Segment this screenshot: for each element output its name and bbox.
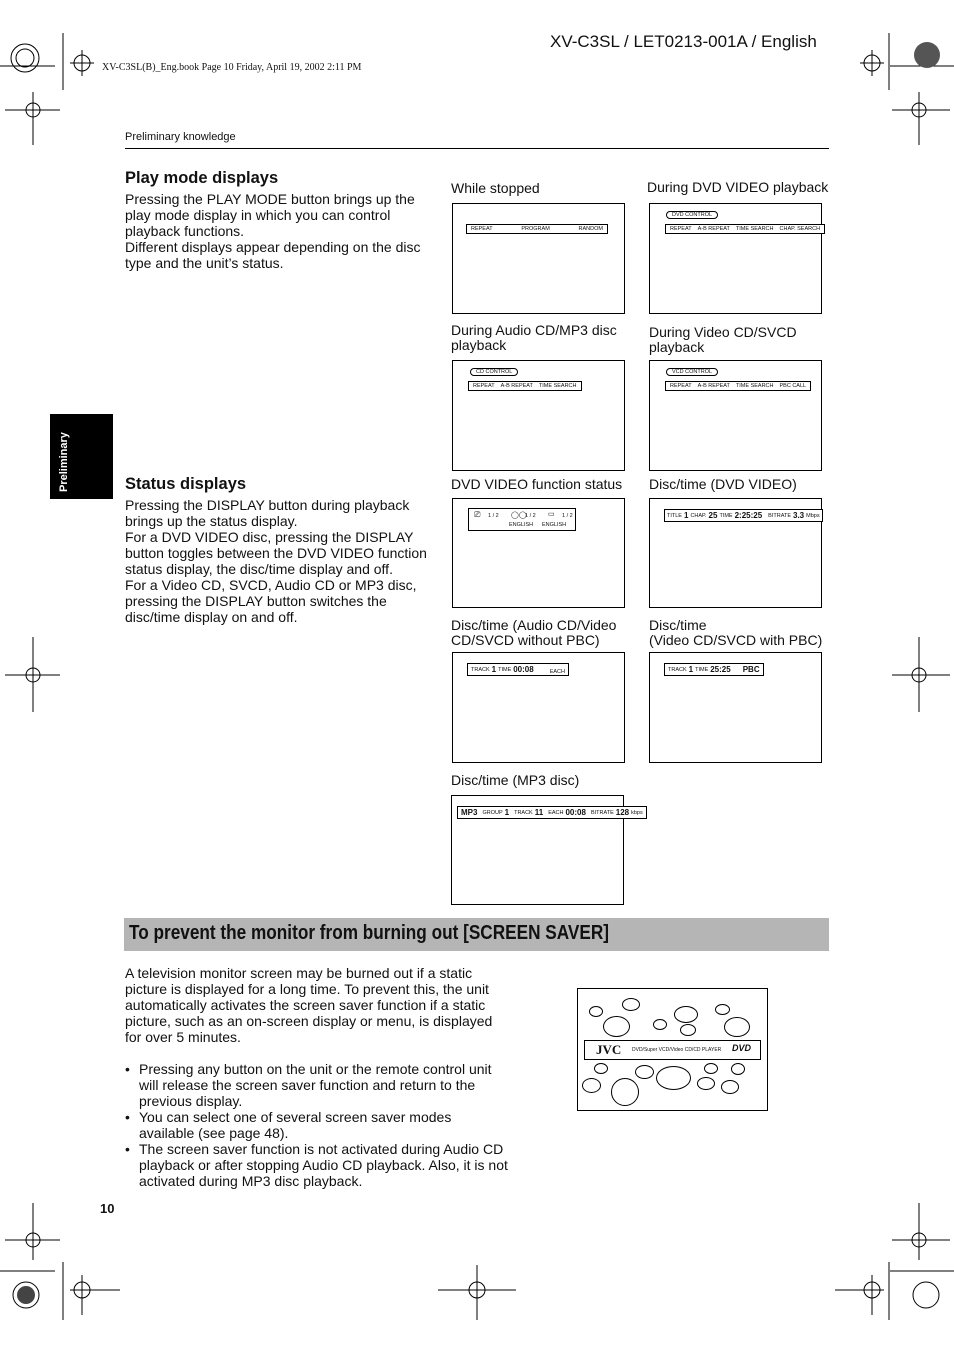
bullet-item: • The screen saver function is not activated during Audio CD playback or after stopping Audio CD playback. Also, it is not activated during MP3 disc playback. — [125, 1141, 510, 1189]
screen-saver-heading: To prevent the monitor from burning out [SCREEN SAVER] — [129, 922, 610, 944]
time-value: 25:25 — [710, 665, 731, 674]
group-value: 1 — [504, 808, 510, 817]
track-value: 1 — [688, 665, 694, 674]
caption-line: Disc/time (Audio CD/Video — [451, 617, 617, 633]
caption-while-stopped: While stopped — [451, 180, 540, 196]
target-circle — [16, 49, 34, 67]
angle-value: 1 / 2 — [488, 513, 499, 519]
play-mode-paragraph: Pressing the PLAY MODE button brings up the play mode display in which you can control playback functions. — [125, 191, 415, 239]
running-head: Preliminary knowledge — [125, 131, 236, 143]
caption-line: During Audio CD/MP3 disc — [451, 322, 617, 338]
bar-item: REPEAT — [473, 383, 495, 389]
target-circle — [11, 44, 39, 72]
time-value: 00:08 — [565, 808, 586, 817]
chapter-label: CHAP. — [690, 512, 707, 519]
bar-item: CHAP. SEARCH — [779, 226, 821, 232]
status-paragraph: For a Video CD, SVCD, Audio CD or MP3 disc, pressing the DISPLAY button switches the disc/time display on and off. — [125, 577, 417, 625]
page-number: 10 — [100, 1201, 115, 1216]
bar-item: A-B REPEAT — [697, 226, 730, 232]
time-value: 2:25:25 — [734, 511, 763, 520]
subtitle-icon: ▭ — [548, 511, 555, 518]
play-mode-heading: Play mode displays — [125, 169, 279, 187]
bitrate-unit: kbps — [631, 809, 643, 816]
bar-item: TIME SEARCH — [735, 383, 774, 389]
each-label: EACH — [548, 809, 564, 816]
play-mode-paragraph: Different displays appear depending on the disc type and the unit’s status. — [125, 239, 421, 271]
time-value: 00:08 — [513, 665, 534, 674]
control-tag: DVD CONTROL — [666, 211, 718, 219]
track-value: 1 — [491, 665, 497, 674]
dvd-logo: DVD — [732, 1043, 752, 1053]
bar-item: PBC CALL — [779, 383, 807, 389]
side-tab-label: Preliminary — [58, 432, 70, 492]
brand-logo: JVC — [596, 1042, 622, 1057]
caption-line: (Video CD/SVCD with PBC) — [649, 632, 823, 648]
document-model-title: XV-C3SL / LET0213-001A / English — [550, 32, 817, 51]
screen-saver-intro: A television monitor screen may be burned out if a static picture is displayed for a long time. To prevent this, the unit automatically activates the screen saver function if a static picture, such as an on-screen display or menu, is displayed for over 5 minutes. — [125, 965, 493, 1045]
player-model-text: DVD/Super VCD/Video CD/CD PLAYER — [632, 1047, 722, 1053]
bitrate-value: 3.3 — [793, 511, 805, 520]
track-label: TRACK — [514, 809, 533, 816]
caption-dvd-playback: During DVD VIDEO playback — [647, 179, 829, 195]
subtitle-value: 1 / 2 — [562, 513, 573, 519]
audio-icon: ◯◯ — [511, 512, 527, 519]
bitrate-label: BITRATE — [590, 809, 614, 816]
bitrate-unit: Mbps — [806, 512, 820, 519]
caption-mp3-disc-time: Disc/time (MP3 disc) — [451, 772, 580, 788]
bar-item: PROGRAM — [521, 226, 550, 232]
time-mode: EACH — [549, 668, 565, 675]
bar-item: RANDOM — [578, 226, 603, 232]
time-label: TIME — [719, 512, 733, 519]
gray-patch — [914, 42, 940, 68]
group-label: GROUP — [482, 809, 503, 816]
status-paragraph: Pressing the DISPLAY button during playback brings up the status display. — [125, 497, 410, 529]
caption-line: CD/SVCD without PBC) — [451, 632, 600, 648]
angle-icon: ⎚ — [474, 510, 481, 519]
status-heading: Status displays — [125, 475, 247, 493]
caption-line: Disc/time — [649, 617, 707, 633]
title-value: 1 — [683, 511, 689, 520]
control-tag: VCD CONTROL — [666, 368, 718, 376]
caption-line: During Video CD/SVCD — [649, 324, 797, 340]
gray-patch — [17, 1286, 35, 1304]
audio-language: ENGLISH — [509, 522, 534, 528]
time-label: TIME — [498, 666, 512, 673]
caption-line: playback — [649, 339, 705, 355]
bar-item: REPEAT — [670, 383, 692, 389]
subtitle-language: ENGLISH — [542, 522, 567, 528]
control-tag: CD CONTROL — [470, 368, 518, 376]
pbc-indicator: PBC — [742, 665, 760, 674]
status-paragraph: For a DVD VIDEO disc, pressing the DISPLAY button toggles between the DVD VIDEO function status display, the disc/time display and off. — [125, 529, 427, 577]
target-circle — [913, 1282, 939, 1308]
caption-dvd-disc-time: Disc/time (DVD VIDEO) — [649, 476, 797, 492]
book-file-line: XV-C3SL(B)_Eng.book Page 10 Friday, April 19, 2002 2:11 PM — [102, 62, 362, 73]
bar-item: TIME SEARCH — [538, 383, 577, 389]
track-label: TRACK — [471, 666, 490, 673]
chapter-value: 25 — [708, 511, 718, 520]
caption-line: playback — [451, 337, 507, 353]
track-label: TRACK — [668, 666, 687, 673]
bullet-item: • You can select one of several screen saver modes available (see page 48). — [125, 1109, 510, 1141]
caption-dvd-function-status: DVD VIDEO function status — [451, 476, 623, 492]
audio-value: 1 / 2 — [525, 513, 536, 519]
track-value: 11 — [534, 808, 544, 817]
bullet-item: • Pressing any button on the unit or the remote control unit will release the screen saver function and return to the previous display. — [125, 1061, 510, 1109]
bitrate-label: BITRATE — [768, 512, 791, 519]
bar-item: REPEAT — [471, 226, 493, 232]
mp3-label: MP3 — [461, 808, 478, 817]
bar-item: A-B REPEAT — [500, 383, 533, 389]
bar-item: A-B REPEAT — [697, 383, 730, 389]
bar-item: TIME SEARCH — [735, 226, 774, 232]
bar-item: REPEAT — [670, 226, 692, 232]
bitrate-value: 128 — [615, 808, 630, 817]
time-label: TIME — [695, 666, 709, 673]
title-label: TITLE — [667, 512, 682, 519]
